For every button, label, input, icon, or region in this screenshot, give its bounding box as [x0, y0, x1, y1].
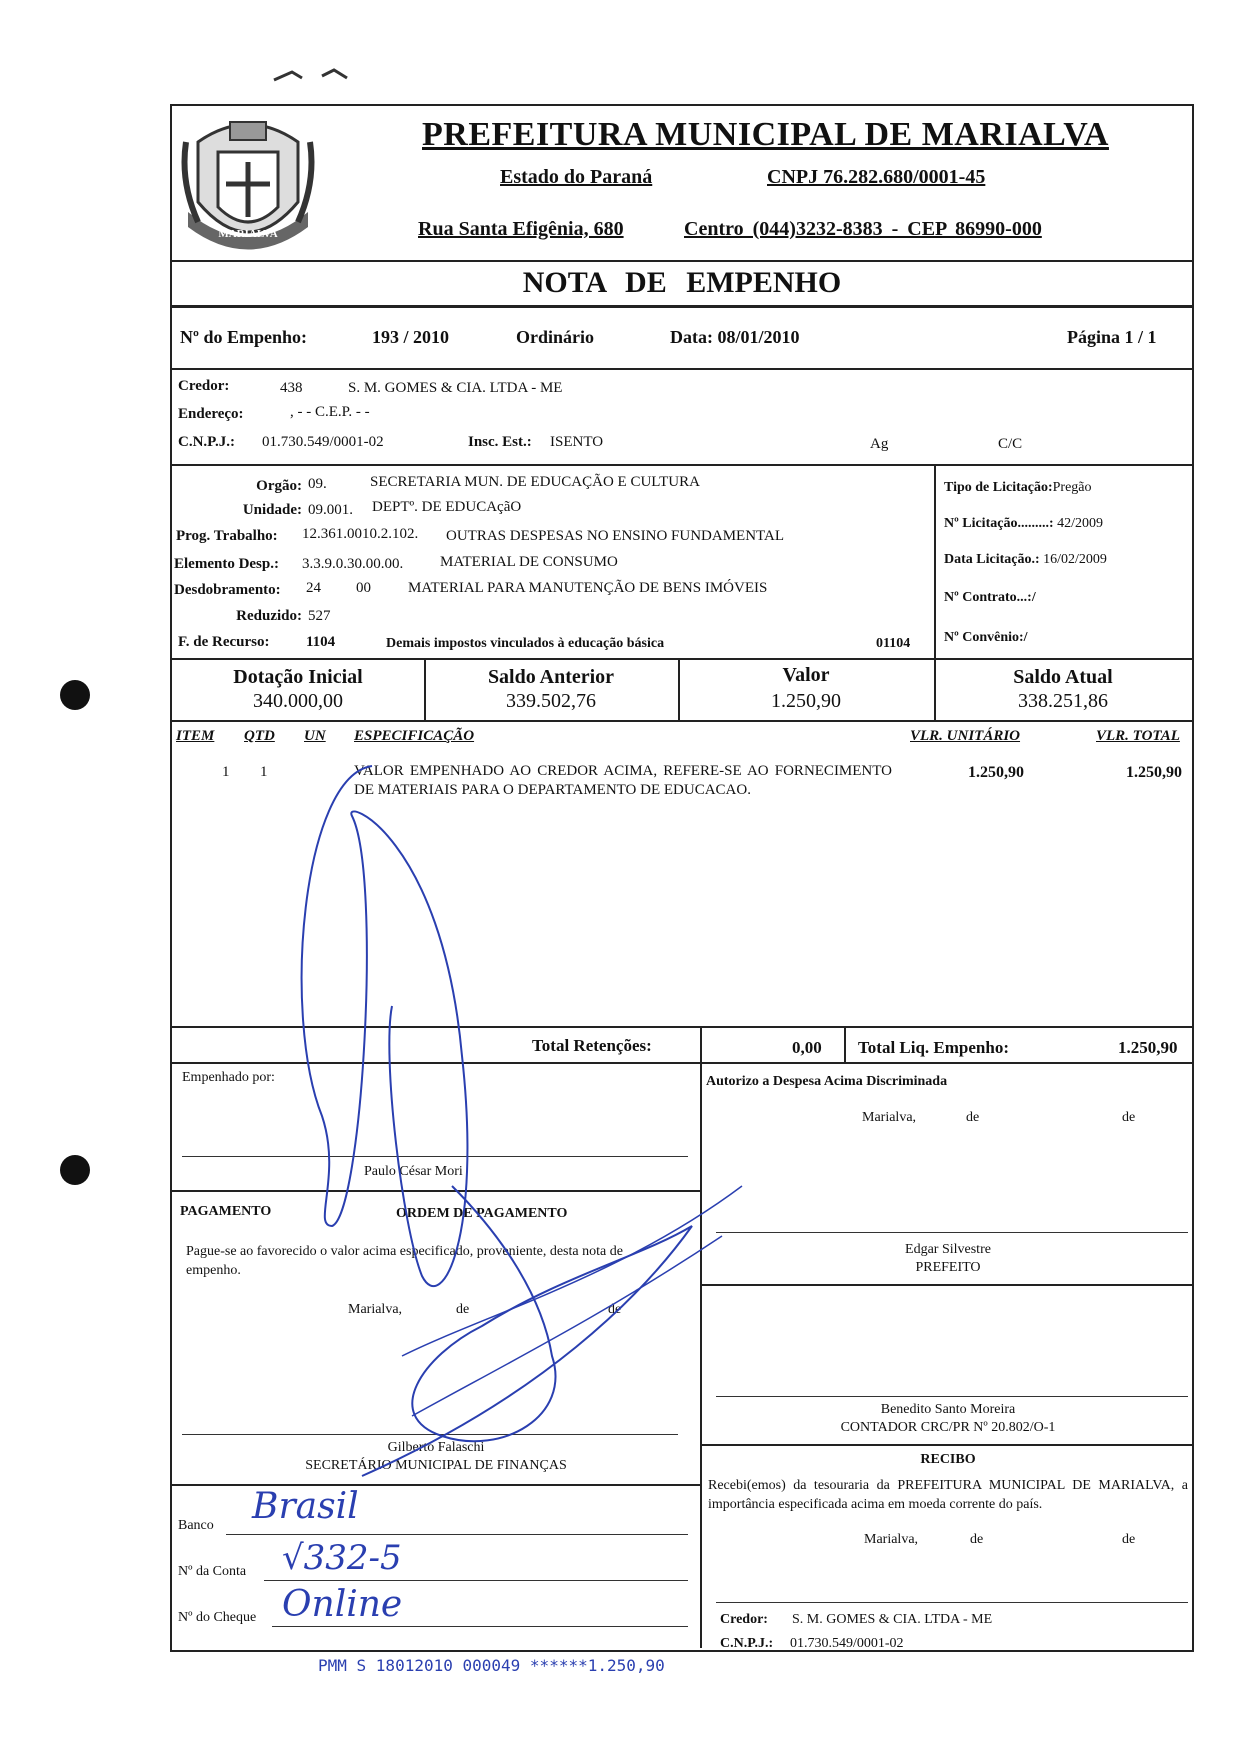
prog-trabalho-name: OUTRAS DESPESAS NO ENSINO FUNDAMENTAL	[446, 528, 784, 544]
convenio-label: Nº Convênio:/	[944, 630, 1028, 645]
valor-value: 1.250,90	[771, 690, 841, 712]
num-licitacao-label: Nº Licitação.........: 42/2009	[944, 516, 1103, 531]
item-unit-value: 1.250,90	[968, 764, 1024, 781]
empenhado-por-name: Paulo César Mori	[364, 1164, 463, 1179]
prefeito-role: PREFEITO	[915, 1260, 981, 1275]
empenho-number: 193 / 2010	[372, 327, 450, 347]
fonte-recurso-extra: 01104	[876, 636, 911, 651]
pagamento-de-2: de	[608, 1302, 622, 1317]
cheque-label: Nº do Cheque	[178, 1610, 257, 1625]
desdobramento-name: MATERIAL PARA MANUTENÇÃO DE BENS IMÓVEIS	[408, 580, 768, 596]
endereco-label: Endereço:	[178, 406, 244, 422]
ordem-pagamento-label: ORDEM DE PAGAMENTO	[396, 1206, 568, 1221]
recibo-cnpj-value: 01.730.549/0001-02	[790, 1636, 904, 1651]
endereco-value: , - - C.E.P. - -	[290, 404, 370, 420]
handwritten-signature	[242, 756, 782, 1576]
autorizo-de-2: de	[1122, 1110, 1136, 1125]
data-licitacao-label: Data Licitação.: 16/02/2009	[944, 552, 1107, 567]
num-licitacao-value: 42/2009	[1057, 516, 1103, 531]
cheque-handwritten: Online	[282, 1584, 403, 1625]
autorizo-de-1: de	[966, 1110, 980, 1125]
contador-role: CONTADOR CRC/PR Nº 20.802/O-1	[840, 1420, 1056, 1435]
recibo-de-1: de	[970, 1532, 984, 1547]
credor-name: S. M. GOMES & CIA. LTDA - ME	[348, 380, 563, 396]
total-retencoes-label: Total Retenções:	[532, 1036, 652, 1055]
recibo-cnpj-label: C.N.P.J.:	[720, 1636, 774, 1651]
contador-name: Benedito Santo Moreira	[880, 1402, 1016, 1417]
total-liq-empenho-value: 1.250,90	[1118, 1038, 1178, 1057]
desdobramento-code-1: 24	[306, 580, 321, 596]
desdobramento-label: Desdobramento:	[174, 582, 281, 598]
item-description: VALOR EMPENHADO AO CREDOR ACIMA, REFERE-SE AO FORNECIMENTO DE MATERIAIS PARA O DEPARTAMENTO DE EDUCACAO.	[354, 763, 892, 798]
conta-corrente-label: C/C	[998, 436, 1023, 452]
item-number: 1	[222, 764, 230, 780]
saldo-anterior-value: 339.502,76	[506, 690, 596, 712]
col-qtd: QTD	[244, 728, 275, 744]
elemento-desp-label: Elemento Desp.:	[174, 556, 279, 572]
saldo-atual-label: Saldo Atual	[1013, 666, 1113, 688]
prog-trabalho-code: 12.361.0010.2.102.	[302, 526, 419, 542]
municipal-crest-icon	[178, 112, 318, 260]
col-vlr-unitario: VLR. UNITÁRIO	[910, 728, 1021, 744]
recibo-de-2: de	[1122, 1532, 1136, 1547]
recibo-city: Marialva,	[864, 1532, 919, 1547]
fonte-recurso-code: 1104	[306, 634, 336, 650]
credor-code: 438	[280, 380, 303, 396]
punch-hole-top	[60, 680, 90, 710]
municipality-title: PREFEITURA MUNICIPAL DE MARIALVA	[422, 116, 1109, 153]
insc-est-label: Insc. Est.:	[468, 434, 532, 450]
unidade-name: DEPTº. DE EDUCAçãO	[372, 499, 522, 515]
recibo-text: Recebi(emos) da tesouraria da PREFEITURA MUNICIPAL DE MARIALVA, a importância especificada acima em moeda corrente do país.	[708, 1478, 1188, 1512]
district-phone-cep: Centro (044)3232-8383 - CEP 86990-000	[684, 218, 1042, 240]
total-liq-empenho-label: Total Liq. Empenho:	[858, 1038, 1009, 1057]
orgao-name: SECRETARIA MUN. DE EDUCAÇÃO E CULTURA	[370, 474, 700, 490]
unidade-code: 09.001.	[308, 502, 353, 518]
secretario-name: Gilberto Falaschi	[387, 1440, 485, 1455]
secretario-role: SECRETÁRIO MUNICIPAL DE FINANÇAS	[305, 1458, 567, 1473]
svg-text:MARIALVA: MARIALVA	[218, 228, 278, 240]
cnpj-label: C.N.P.J.:	[178, 434, 235, 450]
item-qtd: 1	[260, 764, 268, 780]
tipo-licitacao-label: Tipo de Licitação:Pregão	[944, 480, 1092, 495]
saldo-anterior-label: Saldo Anterior	[487, 666, 615, 688]
credor-label: Credor:	[178, 378, 230, 394]
elemento-desp-code: 3.3.9.0.30.00.00.	[302, 556, 404, 572]
orgao-code: 09.	[308, 476, 327, 492]
orgao-label: Orgão:	[256, 478, 302, 494]
fonte-recurso-label: F. de Recurso:	[178, 634, 270, 650]
conta-handwritten: √332-5	[282, 1538, 402, 1578]
empenho-date: Data: 08/01/2010	[670, 327, 800, 347]
autorizo-label: Autorizo a Despesa Acima Discriminada	[706, 1074, 948, 1089]
banco-label: Banco	[178, 1518, 214, 1533]
contrato-label: Nº Contrato...:/	[944, 590, 1036, 605]
footer-code: PMM S 18012010 000049 ******1.250,90	[318, 1656, 665, 1675]
reduzido-label: Reduzido:	[236, 608, 302, 624]
recibo-credor-value: S. M. GOMES & CIA. LTDA - ME	[792, 1612, 993, 1627]
elemento-desp-name: MATERIAL DE CONSUMO	[440, 554, 618, 570]
col-un: UN	[304, 728, 326, 744]
desdobramento-code-2: 00	[356, 580, 371, 596]
reduzido-value: 527	[308, 608, 331, 624]
unidade-label: Unidade:	[242, 502, 302, 518]
pagamento-text: Pague-se ao favorecido o valor acima especificado, proveniente, desta nota de empenho.	[186, 1244, 623, 1278]
col-especificacao: ESPECIFICAÇÃO	[354, 728, 475, 744]
street-address: Rua Santa Efigênia, 680	[418, 218, 624, 240]
recibo-label: RECIBO	[920, 1452, 976, 1467]
item-total-value: 1.250,90	[1126, 764, 1182, 781]
staple-mark	[272, 66, 362, 86]
saldo-atual-value: 338.251,86	[1018, 690, 1108, 712]
pagamento-de-1: de	[456, 1302, 470, 1317]
valor-label: Valor	[782, 664, 830, 686]
state-name: Estado do Paraná	[500, 166, 653, 188]
dotacao-inicial-label: Dotação Inicial	[233, 666, 363, 688]
conta-label: Nº da Conta	[178, 1564, 247, 1579]
prog-trabalho-label: Prog. Trabalho:	[176, 528, 278, 544]
tipo-licitacao-value: Pregão	[1052, 480, 1092, 495]
nota-de-empenho-form	[170, 104, 1194, 1652]
total-retencoes-value: 0,00	[792, 1038, 822, 1057]
punch-hole-bottom	[60, 1155, 90, 1185]
banco-handwritten: Brasil	[252, 1486, 359, 1527]
document-title: NOTA DE EMPENHO	[522, 266, 842, 299]
pagamento-city: Marialva,	[348, 1302, 403, 1317]
empenhado-por-label: Empenhado por:	[182, 1070, 275, 1085]
prefeito-name: Edgar Silvestre	[905, 1242, 991, 1257]
insc-est-value: ISENTO	[550, 434, 604, 450]
cnpj-value: 01.730.549/0001-02	[262, 434, 384, 450]
col-item: ITEM	[176, 728, 215, 744]
pagamento-label: PAGAMENTO	[180, 1204, 272, 1219]
col-vlr-total: VLR. TOTAL	[1096, 728, 1180, 744]
agencia-label: Ag	[870, 436, 889, 452]
recibo-credor-label: Credor:	[720, 1612, 768, 1627]
dotacao-inicial-value: 340.000,00	[253, 690, 343, 712]
cnpj-header: CNPJ 76.282.680/0001-45	[767, 166, 986, 188]
empenho-type: Ordinário	[516, 327, 595, 347]
data-licitacao-value: 16/02/2009	[1043, 552, 1107, 567]
autorizo-city: Marialva,	[862, 1110, 917, 1125]
page-indicator: Página 1 / 1	[1067, 327, 1157, 347]
empenho-label: Nº do Empenho:	[180, 327, 307, 347]
fonte-recurso-name: Demais impostos vinculados à educação básica	[386, 636, 665, 651]
